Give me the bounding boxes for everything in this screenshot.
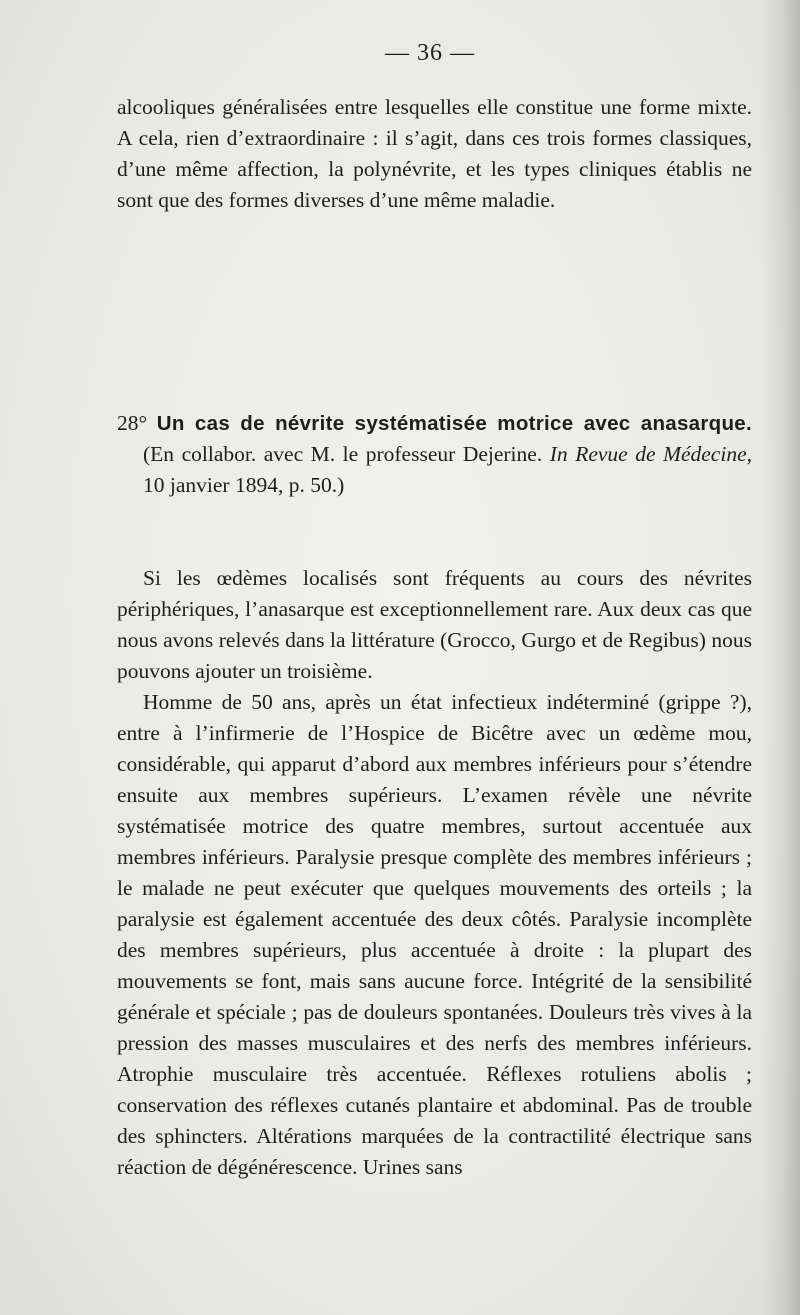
paragraph-introduction: Si les œdèmes localisés sont fréquents au cours des névrites périphériques, l’anasarque est exceptionnellement rare. Aux deux cas que nous avons relevés dans la littérature (Grocco, Gurgo et de Regibus) nous pouvons ajouter un troisième. [117,566,752,683]
page-number: — 36 — [385,40,475,66]
page-edge-shadow [760,0,800,1315]
entry-title: Un cas de névrite systématisée motrice avec anasarque. [156,412,753,435]
bibliography-entry [117,408,752,501]
entry-source-details: 10 janvier 1894, p. 50.) [143,473,345,497]
entry-collaboration: (En collabor. avec M. le professeur Dejerine. [143,442,543,466]
paragraph-case-description: Homme de 50 ans, après un état infectieux indéterminé (grippe ?), entre à l’infirmerie de l’Hospice de Bicêtre avec un œdème mou, considérable, qui apparut d’abord aux membres inférieurs pour s’étendre ensuite aux membres supérieurs. L’examen révèle une névrite systématisée motrice des quatre membres, surtout accentuée aux membres inférieurs. Paralysie presque complète des membres inférieurs ; le malade ne peut exécuter que quelques mouvements des orteils ; la paralysie est également accentuée des deux côtés. Paralysie incomplète des membres supérieurs, plus accentuée à droite : la plupart des mouvements se font, mais sans aucune force. Intégrité de la sensibilité générale et spéciale ; pas de douleurs spontanées. Douleurs très vives à la pression des masses musculaires et des nerfs des membres inférieurs. Atrophie musculaire très accentuée. Réflexes rotuliens abolis ; conservation des réflexes cutanés plantaire et abdominal. Pas de trouble des sphincters. Altérations marquées de la contractilité électrique sans réaction de dégénérescence. Urines sans [117,690,752,1179]
entry-source-journal: In Revue de Médecine, [549,442,752,466]
entry-number: 28° [117,411,148,435]
paragraph-continuation: alcooliques généralisées entre lesquelles elle constitue une forme mixte. A cela, rien d’extraordinaire : il s’agit, dans ces trois formes classiques, d’une même affection, la polynévrite, et les types cliniques établis ne sont que des formes diverses d’une même maladie. [117,95,752,212]
